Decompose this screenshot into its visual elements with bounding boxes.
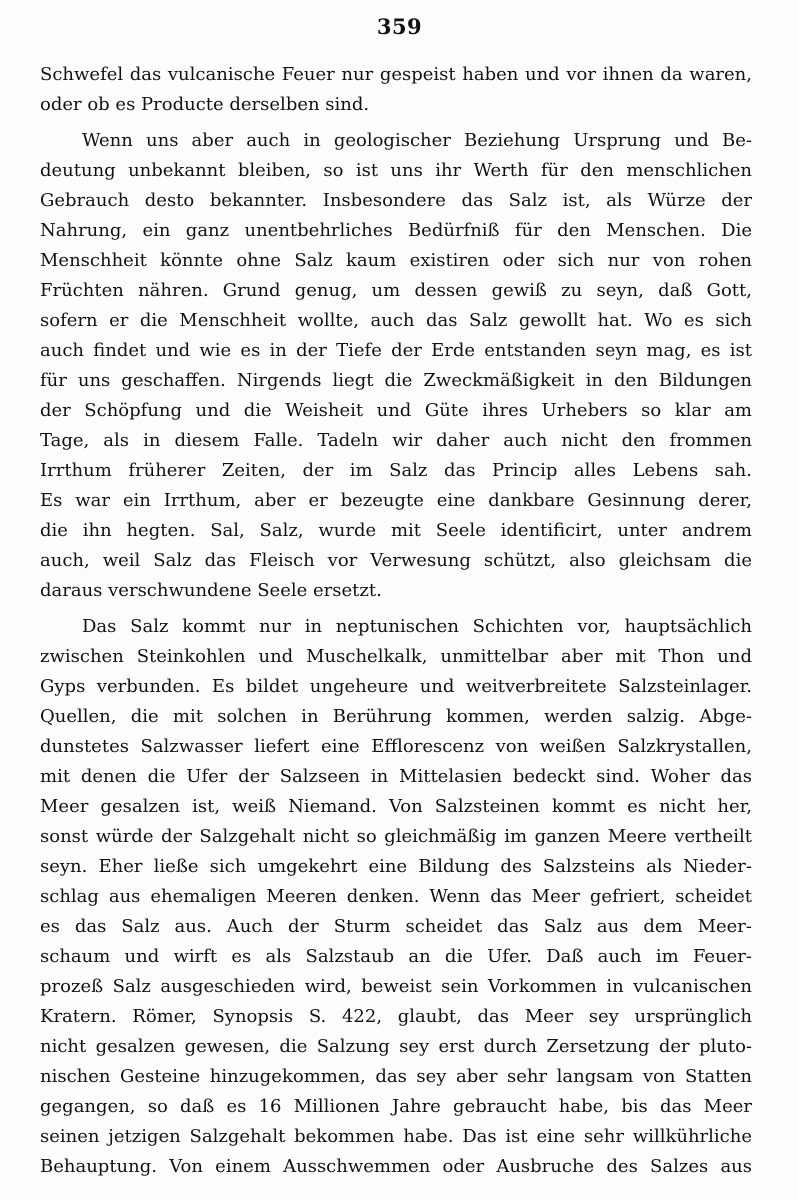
text-line: auch, weil Salz das Fleisch vor Verwesung schützt, also gleichsam die [40,550,752,571]
text-line: oder ob es Producte derselben sind. [40,94,370,115]
page-number: 359 [376,14,423,39]
text-line: Schwefel das vulcanische Feuer nur gespeist haben und vor ihnen da waren, [40,64,752,85]
text-line: dunstetes Salzwasser liefert eine Efflorescenz von weißen Salzkrystallen, [40,736,752,757]
body-text [40,60,752,1182]
text-line: Kratern. Römer, Synopsis S. 422, glaubt, das Meer sey ursprünglich [40,1006,752,1027]
text-line: Wenn uns aber auch in geologischer Beziehung Ursprung und Be- [82,130,752,151]
text-line: prozeß Salz ausgeschieden wird, beweist sein Vorkommen in vulcanischen [40,976,752,997]
text-line: seinen jetzigen Salzgehalt bekommen habe. Das ist eine sehr willkührliche [40,1126,752,1147]
text-line: Gyps verbunden. Es bildet ungeheure und weitverbreitete Salzsteinlager. [40,676,752,697]
text-line: Tage, als in diesem Falle. Tadeln wir daher auch nicht den frommen [40,430,752,451]
text-line: Gebrauch desto bekannter. Insbesondere das Salz ist, als Würze der [40,190,752,211]
text-line: Behauptung. Von einem Ausschwemmen oder Ausbruche des Salzes aus [40,1156,752,1177]
text-line: daraus verschwundene Seele ersetzt. [40,580,382,601]
text-line: Das Salz kommt nur in neptunischen Schichten vor, hauptsächlich [82,616,752,637]
text-line: nischen Gesteine hinzugekommen, das sey aber sehr langsam von Statten [40,1066,752,1087]
text-line: für uns geschaffen. Nirgends liegt die Zweckmäßigkeit in den Bildungen [40,370,752,391]
text-line: schaum und wirft es als Salzstaub an die Ufer. Daß auch im Feuer- [40,946,752,967]
text-line: deutung unbekannt bleiben, so ist uns ihr Werth für den menschlichen [40,160,752,181]
text-line: Meer gesalzen ist, weiß Niemand. Von Salzsteinen kommt es nicht her, [40,796,752,817]
paragraph-1 [40,60,752,120]
text-line: die ihn hegten. Sal, Salz, wurde mit Seele identificirt, unter andrem [40,520,752,541]
text-line: Quellen, die mit solchen in Berührung kommen, werden salzig. Abge- [40,706,752,727]
paragraph-2 [40,126,752,606]
paragraph-3 [40,612,752,1182]
text-line: Nahrung, ein ganz unentbehrliches Bedürfniß für den Menschen. Die [40,220,752,241]
text-line: sofern er die Menschheit wollte, auch das Salz gewollt hat. Wo es sich [40,310,752,331]
text-line: Es war ein Irrthum, aber er bezeugte eine dankbare Gesinnung derer, [40,490,752,511]
text-line: auch findet und wie es in der Tiefe der Erde entstanden seyn mag, es ist [40,340,752,361]
text-line: schlag aus ehemaligen Meeren denken. Wenn das Meer gefriert, scheidet [40,886,752,907]
text-line: Irrthum früherer Zeiten, der im Salz das Princip alles Lebens sah. [40,460,752,481]
text-line: sonst würde der Salzgehalt nicht so gleichmäßig im ganzen Meere vertheilt [40,826,752,847]
text-line: seyn. Eher ließe sich umgekehrt eine Bildung des Salzsteins als Nieder- [40,856,752,877]
text-line: mit denen die Ufer der Salzseen in Mittelasien bedeckt sind. Woher das [40,766,752,787]
text-line: gegangen, so daß es 16 Millionen Jahre gebraucht habe, bis das Meer [40,1096,752,1117]
text-line: nicht gesalzen gewesen, die Salzung sey erst durch Zersetzung der pluto- [40,1036,752,1057]
text-line: es das Salz aus. Auch der Sturm scheidet das Salz aus dem Meer- [40,916,752,937]
text-line: Menschheit könnte ohne Salz kaum existiren oder sich nur von rohen [40,250,752,271]
text-line: Früchten nähren. Grund genug, um dessen gewiß zu seyn, daß Gott, [40,280,752,301]
text-line: zwischen Steinkohlen und Muschelkalk, unmittelbar aber mit Thon und [40,646,752,667]
text-line: der Schöpfung und die Weisheit und Güte ihres Urhebers so klar am [40,400,752,421]
